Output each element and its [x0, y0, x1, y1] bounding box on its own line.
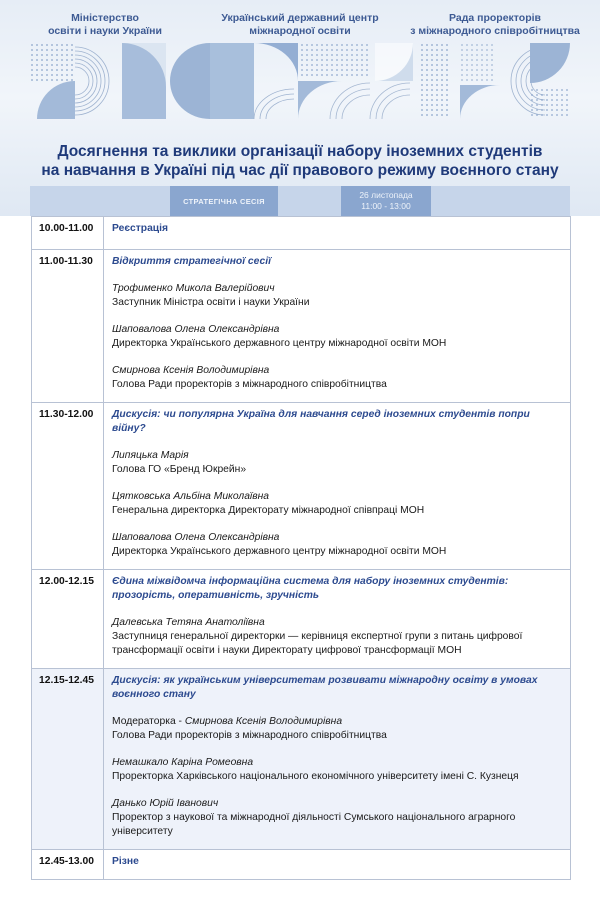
speaker	[112, 449, 564, 477]
agenda-content	[104, 217, 571, 250]
speaker-name: Смирнова Ксенія Володимирівна	[184, 716, 343, 727]
title-line: на навчання в Україні під час дії правового режиму воєнного стану	[41, 162, 559, 179]
agenda-row	[32, 403, 571, 570]
speaker	[112, 797, 564, 839]
organizer-council	[400, 12, 590, 38]
agenda-time: 12.15-12.45	[32, 669, 104, 850]
organizer-line: Рада проректорів	[448, 12, 541, 24]
speaker	[112, 364, 564, 392]
agenda-time: 10.00-11.00	[32, 217, 104, 250]
speaker-name: Шаповалова Олена Олександрівна	[112, 324, 280, 335]
speaker-role: Заступниця генеральної директорки — керівниця експертної групи з питань цифрової трансформації освіти і науки Директорату цифрової трансформації МОН	[112, 631, 523, 656]
speaker-name: Шаповалова Олена Олександрівна	[112, 532, 280, 543]
organizer-line: освіти і науки України	[48, 25, 162, 37]
agenda-content	[104, 570, 571, 669]
speaker-role: Генеральна директорка Директорату міжнародної співпраці МОН	[112, 505, 425, 516]
speaker	[112, 490, 564, 518]
speaker	[112, 756, 564, 784]
speaker-name: Цятковська Альбіна Миколаївна	[112, 491, 269, 502]
organizer-line: з міжнародного співробітництва	[410, 25, 580, 37]
agenda-content	[104, 250, 571, 403]
agenda-time: 11.00-11.30	[32, 250, 104, 403]
speaker-name: Данько Юрій Іванович	[112, 798, 219, 809]
organizer-line: Український державний центр	[221, 12, 379, 24]
agenda-content	[104, 850, 571, 880]
agenda-row	[32, 850, 571, 880]
session-date-block	[341, 186, 431, 216]
organizer-ministry	[40, 12, 170, 38]
agenda-time: 12.00-12.15	[32, 570, 104, 669]
session-date: 26 листопада	[359, 190, 413, 200]
organizer-line: міжнародної освіти	[249, 25, 351, 37]
agenda-row	[32, 250, 571, 403]
speaker-role: Директорка Українського державного центру міжнародної освіти МОН	[112, 338, 447, 349]
speaker	[112, 616, 564, 658]
agenda-time: 12.45-13.00	[32, 850, 104, 880]
speaker-name: Липяцька Марія	[112, 450, 189, 461]
session-type-label: СТРАТЕГІЧНА СЕСІЯ	[170, 186, 278, 216]
moderator-prefix: Модераторка -	[112, 716, 185, 727]
agenda-topic: Єдина міжвідомча інформаційна система для набору іноземних студентів: прозорість, оперативність, зручність	[112, 576, 509, 601]
decorative-geometric-pattern-icon	[30, 43, 570, 119]
speaker	[112, 323, 564, 351]
speaker-name: Смирнова Ксенія Володимирівна	[112, 365, 270, 376]
agenda-content	[104, 403, 571, 570]
agenda-topic: Дискусія: чи популярна Україна для навчання серед іноземних студентів попри війну?	[112, 409, 530, 434]
speaker	[112, 715, 564, 743]
agenda-topic: Дискусія: як українським університетам розвивати міжнародну освіту в умовах воєнного стану	[112, 675, 538, 700]
speaker-role: Голова Ради проректорів з міжнародного співробітництва	[112, 730, 387, 741]
session-time: 11:00 - 13:00	[361, 201, 411, 211]
page-title	[0, 142, 600, 180]
session-bar	[30, 186, 570, 216]
organizer-line: Міністерство	[71, 12, 139, 24]
speaker-name: Трофименко Микола Валерійович	[112, 283, 275, 294]
speaker	[112, 282, 564, 310]
agenda-topic: Відкриття стратегічної сесії	[112, 256, 271, 267]
speaker-role: Заступник Міністра освіти і науки України	[112, 297, 310, 308]
agenda-row	[32, 217, 571, 250]
agenda-table	[31, 216, 571, 880]
speaker-role: Голова Ради проректорів з міжнародного співробітництва	[112, 379, 387, 390]
speaker-role: Проректор з наукової та міжнародної діяльності Сумського національного аграрного університету	[112, 812, 516, 837]
agenda-row	[32, 669, 571, 850]
speaker-role: Проректорка Харківського національного економічного університету імені С. Кузнеця	[112, 771, 519, 782]
title-line: Досягнення та виклики організації набору іноземних студентів	[57, 143, 543, 160]
header-banner	[0, 0, 600, 216]
agenda-topic: Різне	[112, 856, 139, 867]
speaker	[112, 531, 564, 559]
agenda-time: 11.30-12.00	[32, 403, 104, 570]
speaker-name: Немашкало Каріна Ромеовна	[112, 757, 254, 768]
speaker-name: Далевська Тетяна Анатоліївна	[112, 617, 265, 628]
agenda-row	[32, 570, 571, 669]
organizer-center	[210, 12, 390, 38]
speaker-role: Голова ГО «Бренд Юкрейн»	[112, 464, 247, 475]
speaker-role: Директорка Українського державного центру міжнародної освіти МОН	[112, 546, 447, 557]
agenda-topic: Реєстрація	[112, 223, 169, 234]
agenda-content	[104, 669, 571, 850]
